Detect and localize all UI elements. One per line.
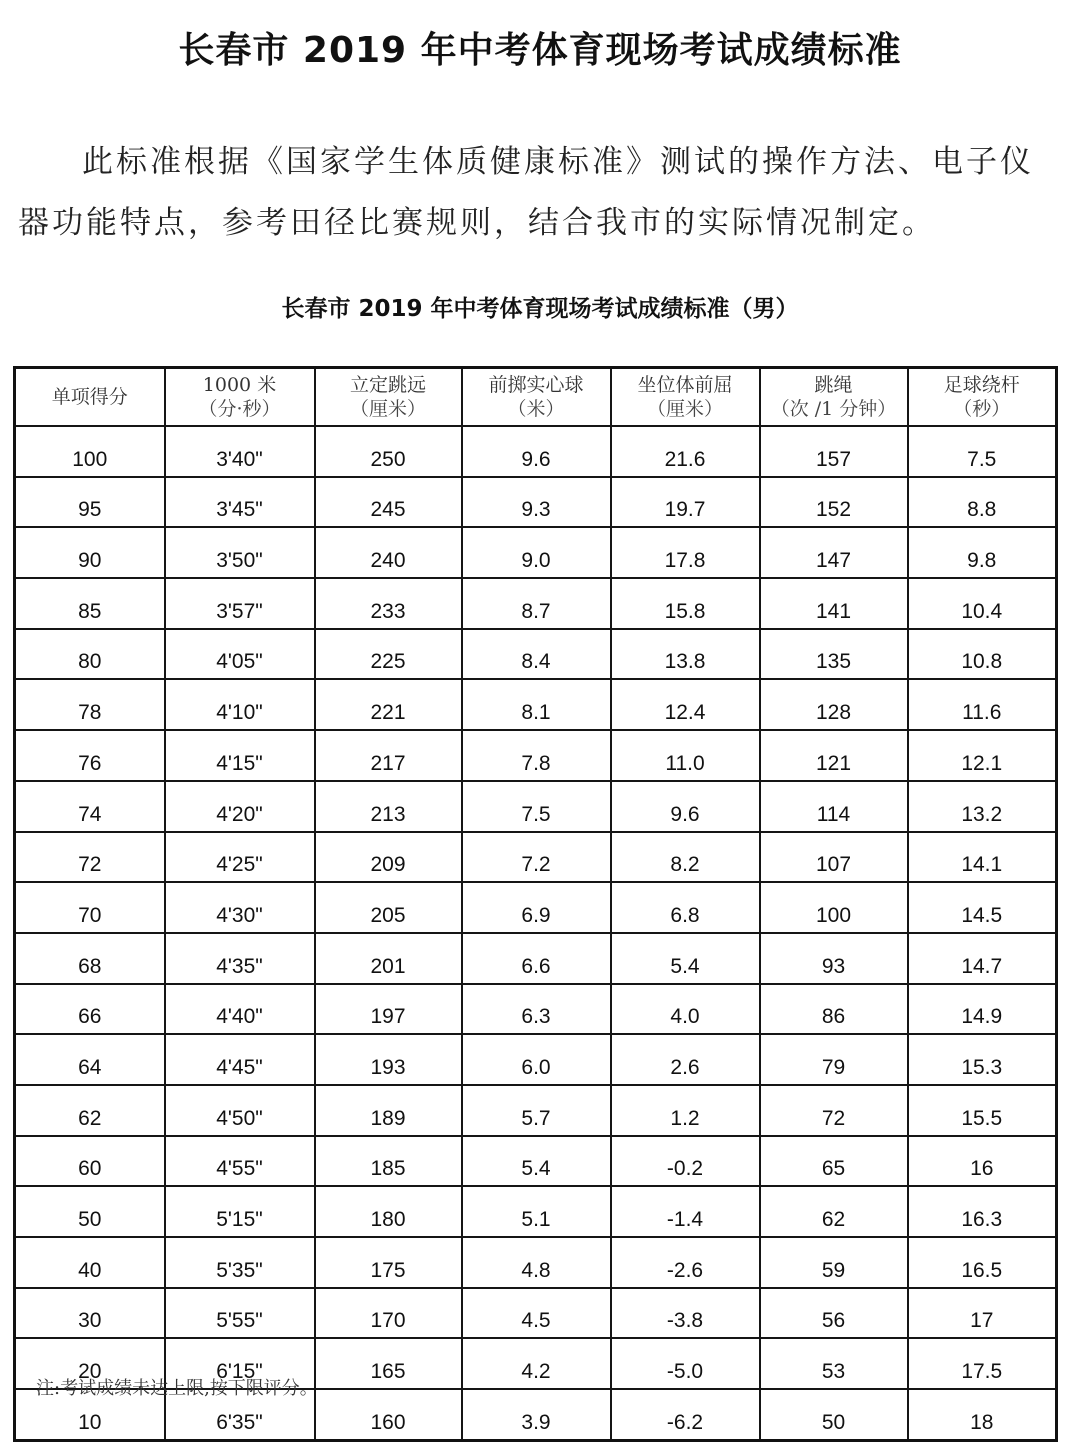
cell-medicine-ball-throw: 5.1 xyxy=(462,1186,611,1237)
cell-standing-long-jump: 175 xyxy=(315,1237,462,1288)
cell-soccer-dribble: 9.8 xyxy=(908,527,1057,578)
cell-sit-and-reach: 8.2 xyxy=(611,832,760,883)
cell-jump-rope: 121 xyxy=(760,730,908,781)
cell-sit-and-reach: 21.6 xyxy=(611,426,760,477)
cell-run-1000m: 3'45" xyxy=(165,477,315,528)
cell-medicine-ball-throw: 7.5 xyxy=(462,781,611,832)
header-label: 1000 米 xyxy=(202,374,277,396)
cell-score: 90 xyxy=(15,527,165,578)
cell-sit-and-reach: 2.6 xyxy=(611,1034,760,1085)
cell-soccer-dribble: 16 xyxy=(908,1136,1057,1187)
cell-standing-long-jump: 221 xyxy=(315,679,462,730)
cell-medicine-ball-throw: 6.6 xyxy=(462,933,611,984)
cell-medicine-ball-throw: 4.5 xyxy=(462,1288,611,1339)
cell-medicine-ball-throw: 9.6 xyxy=(462,426,611,477)
cell-jump-rope: 135 xyxy=(760,629,908,680)
cell-sit-and-reach: 9.6 xyxy=(611,781,760,832)
table-row xyxy=(15,679,1057,730)
cell-soccer-dribble: 15.5 xyxy=(908,1085,1057,1136)
cell-score: 20 xyxy=(15,1338,165,1389)
cell-run-1000m: 5'15" xyxy=(165,1186,315,1237)
cell-standing-long-jump: 209 xyxy=(315,832,462,883)
cell-standing-long-jump: 160 xyxy=(315,1389,462,1440)
table-row xyxy=(15,933,1057,984)
table-row xyxy=(15,1237,1057,1288)
cell-score: 68 xyxy=(15,933,165,984)
cell-medicine-ball-throw: 8.7 xyxy=(462,578,611,629)
cell-standing-long-jump: 225 xyxy=(315,629,462,680)
cell-sit-and-reach: -5.0 xyxy=(611,1338,760,1389)
cell-soccer-dribble: 11.6 xyxy=(908,679,1057,730)
cell-run-1000m: 6'35" xyxy=(165,1389,315,1440)
table-row xyxy=(15,477,1057,528)
cell-jump-rope: 86 xyxy=(760,984,908,1035)
cell-run-1000m: 5'35" xyxy=(165,1237,315,1288)
header-sit-and-reach xyxy=(611,368,760,427)
cell-soccer-dribble: 17 xyxy=(908,1288,1057,1339)
cell-jump-rope: 62 xyxy=(760,1186,908,1237)
cell-score: 100 xyxy=(15,426,165,477)
cell-medicine-ball-throw: 4.2 xyxy=(462,1338,611,1389)
header-score xyxy=(15,368,165,427)
cell-jump-rope: 59 xyxy=(760,1237,908,1288)
table-row xyxy=(15,426,1057,477)
cell-score: 74 xyxy=(15,781,165,832)
cell-sit-and-reach: 4.0 xyxy=(611,984,760,1035)
cell-score: 95 xyxy=(15,477,165,528)
cell-sit-and-reach: 13.8 xyxy=(611,629,760,680)
header-unit: （厘米） xyxy=(349,398,426,420)
cell-sit-and-reach: 15.8 xyxy=(611,578,760,629)
cell-jump-rope: 147 xyxy=(760,527,908,578)
cell-jump-rope: 152 xyxy=(760,477,908,528)
cell-standing-long-jump: 201 xyxy=(315,933,462,984)
header-medicine-ball-throw xyxy=(462,368,611,427)
cell-score: 40 xyxy=(15,1237,165,1288)
cell-run-1000m: 3'40" xyxy=(165,426,315,477)
cell-run-1000m: 4'25" xyxy=(165,832,315,883)
header-label: 足球绕杆 xyxy=(943,374,1020,396)
cell-jump-rope: 114 xyxy=(760,781,908,832)
cell-run-1000m: 4'10" xyxy=(165,679,315,730)
footnote: 注:考试成绩未达上限,按下限评分。 xyxy=(36,1378,318,1399)
header-label: 单项得分 xyxy=(51,386,128,408)
cell-medicine-ball-throw: 6.9 xyxy=(462,882,611,933)
cell-sit-and-reach: -6.2 xyxy=(611,1389,760,1440)
header-label: 立定跳远 xyxy=(349,374,426,396)
cell-score: 64 xyxy=(15,1034,165,1085)
cell-soccer-dribble: 14.7 xyxy=(908,933,1057,984)
header-unit: （秒） xyxy=(953,398,1011,420)
cell-run-1000m: 5'55" xyxy=(165,1288,315,1339)
cell-jump-rope: 53 xyxy=(760,1338,908,1389)
table-body xyxy=(15,426,1057,1440)
cell-soccer-dribble: 13.2 xyxy=(908,781,1057,832)
header-unit: （厘米） xyxy=(646,398,723,420)
header-unit: （次 /1 分钟） xyxy=(770,398,897,420)
header-unit: （分·秒） xyxy=(198,398,281,420)
cell-jump-rope: 107 xyxy=(760,832,908,883)
cell-run-1000m: 4'40" xyxy=(165,984,315,1035)
table-row xyxy=(15,1186,1057,1237)
cell-standing-long-jump: 240 xyxy=(315,527,462,578)
table-row xyxy=(15,781,1057,832)
cell-run-1000m: 4'15" xyxy=(165,730,315,781)
cell-medicine-ball-throw: 8.4 xyxy=(462,629,611,680)
cell-soccer-dribble: 17.5 xyxy=(908,1338,1057,1389)
cell-score: 76 xyxy=(15,730,165,781)
cell-sit-and-reach: 12.4 xyxy=(611,679,760,730)
cell-score: 62 xyxy=(15,1085,165,1136)
cell-medicine-ball-throw: 5.7 xyxy=(462,1085,611,1136)
header-run-1000m xyxy=(165,368,315,427)
header-label: 坐位体前屈 xyxy=(637,374,733,396)
cell-medicine-ball-throw: 3.9 xyxy=(462,1389,611,1440)
cell-sit-and-reach: 17.8 xyxy=(611,527,760,578)
cell-standing-long-jump: 170 xyxy=(315,1288,462,1339)
cell-medicine-ball-throw: 8.1 xyxy=(462,679,611,730)
cell-score: 78 xyxy=(15,679,165,730)
cell-medicine-ball-throw: 6.0 xyxy=(462,1034,611,1085)
header-unit: （米） xyxy=(507,398,565,420)
cell-run-1000m: 4'45" xyxy=(165,1034,315,1085)
header-standing-long-jump xyxy=(315,368,462,427)
cell-standing-long-jump: 180 xyxy=(315,1186,462,1237)
cell-sit-and-reach: -3.8 xyxy=(611,1288,760,1339)
table-row xyxy=(15,578,1057,629)
cell-jump-rope: 79 xyxy=(760,1034,908,1085)
cell-run-1000m: 4'35" xyxy=(165,933,315,984)
cell-score: 70 xyxy=(15,882,165,933)
cell-sit-and-reach: 11.0 xyxy=(611,730,760,781)
cell-medicine-ball-throw: 4.8 xyxy=(462,1237,611,1288)
cell-sit-and-reach: -2.6 xyxy=(611,1237,760,1288)
cell-sit-and-reach: 19.7 xyxy=(611,477,760,528)
cell-soccer-dribble: 7.5 xyxy=(908,426,1057,477)
cell-soccer-dribble: 15.3 xyxy=(908,1034,1057,1085)
cell-run-1000m: 4'50" xyxy=(165,1085,315,1136)
cell-standing-long-jump: 165 xyxy=(315,1338,462,1389)
cell-score: 66 xyxy=(15,984,165,1035)
cell-standing-long-jump: 205 xyxy=(315,882,462,933)
document-title: 长春市 2019 年中考体育现场考试成绩标准 xyxy=(178,30,902,71)
cell-run-1000m: 6'15" xyxy=(165,1338,315,1389)
table-row xyxy=(15,832,1057,883)
cell-run-1000m: 4'30" xyxy=(165,882,315,933)
cell-medicine-ball-throw: 9.3 xyxy=(462,477,611,528)
cell-run-1000m: 4'05" xyxy=(165,629,315,680)
cell-standing-long-jump: 193 xyxy=(315,1034,462,1085)
cell-sit-and-reach: 5.4 xyxy=(611,933,760,984)
header-jump-rope xyxy=(760,368,908,427)
cell-score: 10 xyxy=(15,1389,165,1440)
cell-run-1000m: 4'55" xyxy=(165,1136,315,1187)
header-row xyxy=(15,368,1057,427)
cell-sit-and-reach: 1.2 xyxy=(611,1085,760,1136)
cell-standing-long-jump: 217 xyxy=(315,730,462,781)
cell-soccer-dribble: 8.8 xyxy=(908,477,1057,528)
cell-soccer-dribble: 14.9 xyxy=(908,984,1057,1035)
cell-run-1000m: 3'50" xyxy=(165,527,315,578)
table-row xyxy=(15,527,1057,578)
cell-standing-long-jump: 250 xyxy=(315,426,462,477)
cell-score: 30 xyxy=(15,1288,165,1339)
cell-standing-long-jump: 189 xyxy=(315,1085,462,1136)
cell-standing-long-jump: 185 xyxy=(315,1136,462,1187)
cell-medicine-ball-throw: 9.0 xyxy=(462,527,611,578)
cell-standing-long-jump: 245 xyxy=(315,477,462,528)
cell-soccer-dribble: 16.5 xyxy=(908,1237,1057,1288)
cell-jump-rope: 50 xyxy=(760,1389,908,1440)
header-label: 跳绳 xyxy=(814,374,853,396)
cell-standing-long-jump: 197 xyxy=(315,984,462,1035)
cell-soccer-dribble: 14.5 xyxy=(908,882,1057,933)
cell-standing-long-jump: 233 xyxy=(315,578,462,629)
cell-score: 50 xyxy=(15,1186,165,1237)
cell-soccer-dribble: 12.1 xyxy=(908,730,1057,781)
cell-jump-rope: 56 xyxy=(760,1288,908,1339)
table-header xyxy=(15,368,1057,427)
cell-jump-rope: 128 xyxy=(760,679,908,730)
cell-medicine-ball-throw: 6.3 xyxy=(462,984,611,1035)
cell-jump-rope: 93 xyxy=(760,933,908,984)
table-row xyxy=(15,984,1057,1035)
cell-sit-and-reach: -0.2 xyxy=(611,1136,760,1187)
intro-paragraph: 此标准根据《国家学生体质健康标准》测试的操作方法、电子仪器功能特点，参考田径比赛规则，结合我市的实际情况制定。 xyxy=(18,144,1034,241)
table-row xyxy=(15,730,1057,781)
table-row xyxy=(15,882,1057,933)
cell-score: 85 xyxy=(15,578,165,629)
score-standard-table xyxy=(13,366,1058,1442)
cell-run-1000m: 4'20" xyxy=(165,781,315,832)
cell-standing-long-jump: 213 xyxy=(315,781,462,832)
table-row xyxy=(15,629,1057,680)
cell-soccer-dribble: 18 xyxy=(908,1389,1057,1440)
header-label: 前掷实心球 xyxy=(488,374,584,396)
cell-sit-and-reach: -1.4 xyxy=(611,1186,760,1237)
cell-score: 60 xyxy=(15,1136,165,1187)
header-soccer-dribble xyxy=(908,368,1057,427)
cell-run-1000m: 3'57" xyxy=(165,578,315,629)
table-row xyxy=(15,1288,1057,1339)
table-row xyxy=(15,1034,1057,1085)
cell-soccer-dribble: 10.8 xyxy=(908,629,1057,680)
cell-soccer-dribble: 16.3 xyxy=(908,1186,1057,1237)
cell-jump-rope: 157 xyxy=(760,426,908,477)
cell-soccer-dribble: 14.1 xyxy=(908,832,1057,883)
table-row xyxy=(15,1085,1057,1136)
cell-jump-rope: 141 xyxy=(760,578,908,629)
table-title: 长春市 2019 年中考体育现场考试成绩标准（男） xyxy=(281,296,799,322)
cell-jump-rope: 100 xyxy=(760,882,908,933)
table-row xyxy=(15,1136,1057,1187)
cell-medicine-ball-throw: 7.8 xyxy=(462,730,611,781)
cell-soccer-dribble: 10.4 xyxy=(908,578,1057,629)
cell-score: 72 xyxy=(15,832,165,883)
cell-jump-rope: 72 xyxy=(760,1085,908,1136)
cell-jump-rope: 65 xyxy=(760,1136,908,1187)
cell-medicine-ball-throw: 7.2 xyxy=(462,832,611,883)
cell-medicine-ball-throw: 5.4 xyxy=(462,1136,611,1187)
cell-score: 80 xyxy=(15,629,165,680)
cell-sit-and-reach: 6.8 xyxy=(611,882,760,933)
